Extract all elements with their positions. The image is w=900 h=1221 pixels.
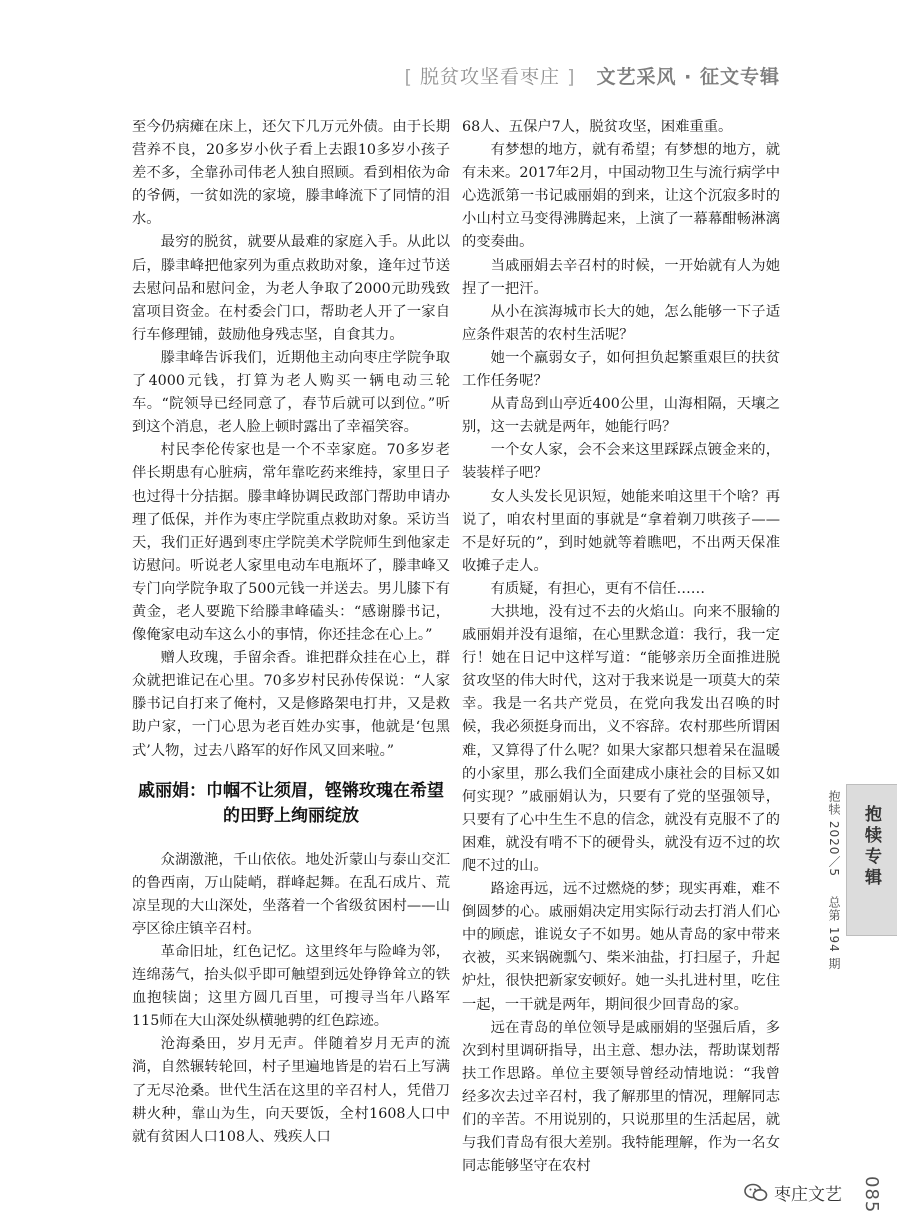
journal-issue: 抱犊 2020／5 [827,790,841,877]
paragraph: 大拱地，没有过不去的火焰山。向来不服输的戚丽娟并没有退缩，在心里默念道：我行，我一定行！她在日记中这样写道：“能够亲历全面推进脱贫攻坚的伟大时代，这对于我来说是一项莫大的荣幸。我是一名共产党员，在党向我发出召唤的时候，我必须挺身而出，义不容辞。农村那些所谓困难，又算得了什么呢？如果大家都只想着呆在温暖的小家里，那么我们全面建成小康社会的目标又如何实现？”戚丽娟认为，只要有了党的坚强领导，只要有了心中生生不息的信念，就没有克服不了的困难，就没有啃不下的硬骨头，就没有迈不过的坎爬不过的山。 [462,603,780,874]
paragraph: 有梦想的地方，就有希望；有梦想的地方，就有未来。2017年2月，中国动物卫生与流行病学中心选派第一书记戚丽娟的到来，让这个沉寂多时的小山村立马变得沸腾起来，上演了一幕幕酣畅淋漓的变奏曲。 [462,142,780,251]
paragraph: 远在青岛的单位领导是戚丽娟的坚强后盾，多次到村里调研指导，出主意、想办法，帮助谋划帮扶工作思路。单位主要领导曾经动情地说：“我曾经多次去过辛召村，我了解那里的情况，理解同志们的辛苦。不用说别的，只说那里的生活起居，就与我们青岛有很大差别。我特能理解，作为一名女同志能够坚守在农村 [462,1019,780,1175]
header-bracket-close: ] [567,66,576,88]
paragraph: 女人头发长见识短，她能来咱这里干个啥？再说了，咱农村里面的事就是“拿着剃刀哄孩子——不是好玩的”，到时她就等着瞧吧，不出两天保准收摊子走人。 [462,488,780,574]
paragraph: 路途再远，远不过燃烧的梦；现实再难，难不倒圆梦的心。戚丽娟决定用实际行动去打消人们心中的顾虑，谁说女子不如男。她从青岛的家中带来衣被，买来锅碗瓢勺、柴米油盐，打扫屋子，升起炉灶，很快把新家安顿好。她一头扎进村里，吃住一起，一干就是两年，期间很少回青岛的家。 [462,881,780,1013]
header-series: 文艺采风 · 征文专辑 [596,66,780,88]
paragraph: 最穷的脱贫，就要从最难的家庭入手。从此以后，滕聿峰把他家列为重点救助对象，逢年过节送去慰问品和慰问金，为老人争取了2000元助残致富项目资金。在村委会门口，帮助老人开了一家自行车修理铺，鼓励他身残志坚，自食其力。 [132,234,450,343]
paragraph: 一个女人家，会不会来这里踩踩点镀金来的，装装样子吧？ [462,442,780,482]
paragraph: 从青岛到山亭近400公里，山海相隔，天壤之别，这一去就是两年，她能行吗？ [462,396,780,436]
paragraph: 至今仍病瘫在床上，还欠下几万元外债。由于长期营养不良，20多岁小伙子看上去跟10多岁小孩子差不多，全靠孙司伟老人独自照顾。看到相依为命的爷俩，一贫如洗的家境，滕聿峰流下了同情的泪水。 [132,119,450,228]
journal-total-issue: 总第 194 期 [827,895,841,971]
journal-info [826,790,843,970]
right-column [462,116,780,1178]
paragraph: 有质疑，有担心，更有不信任…… [490,580,706,597]
watermark [738,1178,848,1207]
paragraph: 她一个羸弱女子，如何担负起繁重艰巨的扶贫工作任务呢？ [462,349,780,390]
paragraph: 革命旧址，红色记忆。这里终年与险峰为邻，连绵荡气，抬头似乎即可触望到远处铮铮耸立的铁血抱犊崮；这里方圆几百里，可搜寻当年八路军115师在大山深处纵横驰骋的红色踪迹。 [132,944,450,1030]
paragraph-continuation: 68人、五保户7人，脱贫攻坚，困难重重。 [462,119,733,135]
header-title: 脱贫攻坚看枣庄 [420,66,561,88]
running-header [405,62,780,89]
section-tab-label: 抱犊专辑 [861,805,881,889]
section-tab [846,784,897,936]
paragraph: 当戚丽娟去辛召村的时候，一开始就有人为她捏了一把汗。 [462,257,780,297]
paragraph: 众湖激滟，千山依依。地处沂蒙山与泰山交汇的鲁西南，万山陡峭，群峰起舞。在乱石成片、荒凉呈现的大山深处，坐落着一个省级贫困村——山亭区徐庄镇辛召村。 [132,851,450,937]
paragraph: 从小在滨海城市长大的她，怎么能够一下子适应条件艰苦的农村生活呢？ [462,303,780,343]
wechat-icon [744,1183,768,1203]
watermark-text: 枣庄文艺 [774,1185,842,1205]
left-column [132,116,450,1149]
paragraph: 村民李伦传家也是一个不幸家庭。70多岁老伴长期患有心脏病，常年靠吃药来维持，家里日子也过得十分拮据。滕聿峰协调民政部门帮助申请办理了低保，并作为枣庄学院重点救助对象。采访当天，我们正好遇到枣庄学院美术学院师生到他家走访慰问。听说老人家里电动车电瓶坏了，滕聿峰又专门向学院争取了500元钱一并送去。男儿膝下有黄金，老人要跪下给滕聿峰磕头：“感谢滕书记，像俺家电动车这么小的事情，你还挂念在心上。” [132,442,450,644]
section-title: 戚丽娟：巾帼不让须眉，铿锵玫瑰在希望的田野上绚丽绽放 [138,780,444,826]
journal-sidebar [814,770,900,1221]
page-number: 085 [861,1175,882,1213]
paragraph: 滕聿峰告诉我们，近期他主动向枣庄学院争取了4000元钱，打算为老人购买一辆电动三轮车。“院领导已经同意了，春节后就可以到位。”听到这个消息，老人脸上顿时露出了幸福笑容。 [132,349,450,436]
paragraph: 沧海桑田，岁月无声。伴随着岁月无声的流淌，自然辗转轮回，村子里遍地皆是的岩石上写满了无尽沧桑。世代生活在这里的辛召村人，凭借刀耕火种，靠山为生，向天要饭，全村1608人口中就有贫困人口108人、残疾人口 [132,1036,450,1145]
header-bracket-open: [ [404,66,413,88]
paragraph: 赠人玫瑰，手留余香。谁把群众挂在心上，群众就把谁记在心里。70多岁村民孙传保说：“人家滕书记自打来了俺村，又是修路架电打井，又是救助户家，一门心思为老百姓办实事，他就是‘包黑式’人物，过去八路军的好作风又回来啦。” [132,650,450,759]
